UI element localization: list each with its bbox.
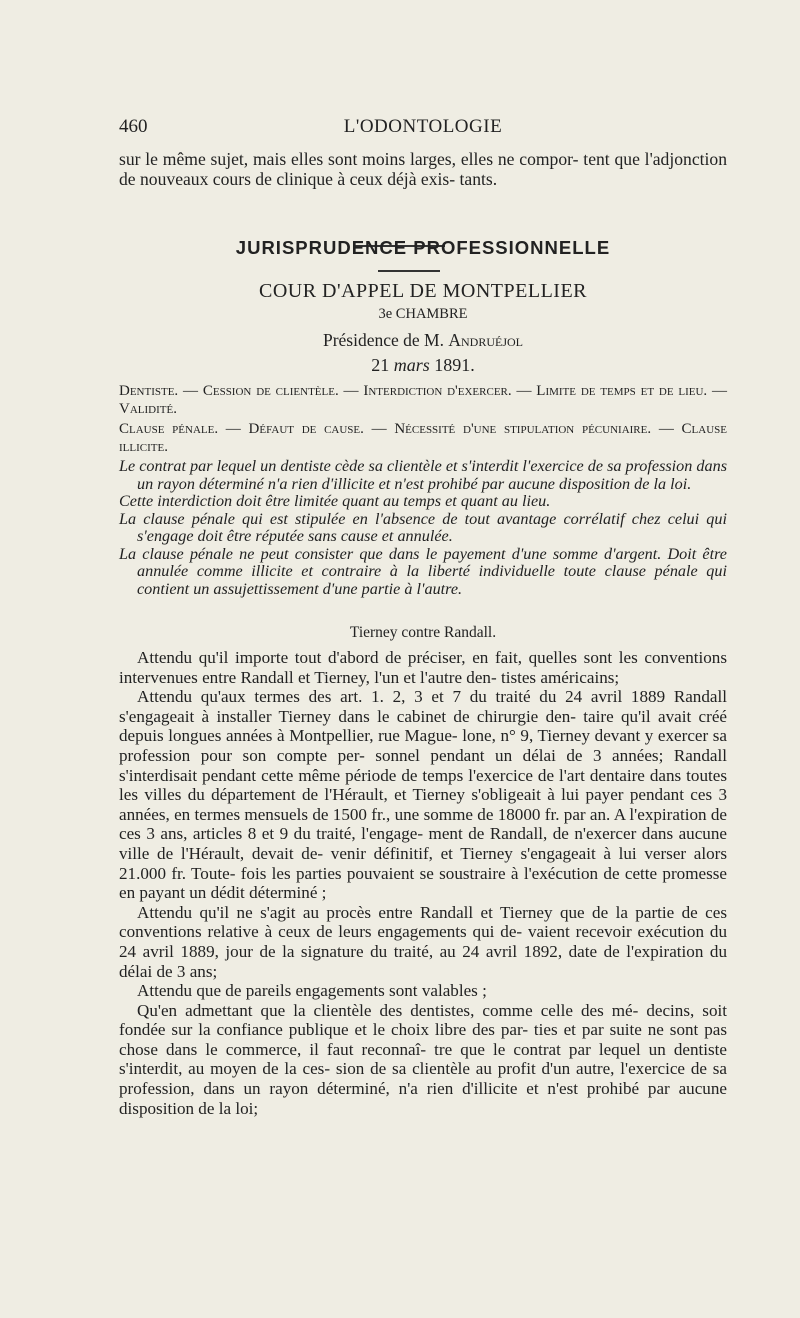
date-month: mars — [393, 355, 430, 375]
chambre: 3e CHAMBRE — [378, 306, 468, 322]
keywords-block — [119, 382, 727, 458]
section-rule-bottom — [378, 270, 440, 272]
presidence-line — [119, 330, 727, 351]
body-text — [119, 648, 727, 1118]
running-header — [119, 116, 727, 142]
summary-block — [119, 458, 727, 598]
keywords-line: Dentiste. — Cession de clientèle. — Interdiction d'exercer. — Limite de temps et de lieu. — Validité. — [119, 383, 727, 417]
date-year: 1891. — [434, 355, 475, 375]
keywords-line: Clause pénale. — Défaut de cause. — Nécessité d'une stipulation pécuniaire. — Clause illicite. — [119, 421, 727, 455]
summary-item: Le contrat par lequel un dentiste cède sa clientèle et s'interdit l'exercice de sa profession dans un rayon déterminé n'a rien d'illicite et n'est prohibé par aucune disposition de la loi. — [119, 457, 727, 493]
intro-text: sur le même sujet, mais elles sont moins larges, elles ne compor- tent que l'adjonction de nouveaux cours de clinique à ceux déjà exis- tants. — [119, 149, 727, 189]
date-day: 21 — [371, 355, 390, 375]
court-heading — [119, 280, 727, 303]
body-paragraph: Attendu qu'aux termes des art. 1. 2, 3 et 7 du traité du 24 avril 1889 Randall s'engageait à installer Tierney dans le cabinet de chirurgie den- taire qu'il avait créé depuis longues années à Montpellier, rue Mague- lone, n° 9, Tierney devant y exercer sa profession pour son compte per- sonnel pendant un délai de 3 années; Randall s'interdisait pendant cette même période de temps l'exercice de l'art dentaire dans toutes les villes du département de l'Hérault, et Tierney s'obligeait à lui payer pendant ces 3 années, en termes mensuels de 1500 fr., une somme de 18000 fr. par an. A l'expiration de ces 3 ans, articles 8 et 9 du traité, l'engage- ment de Randall, de n'exercer dans aucune ville de l'Hérault, devait de- venir définitif, et Tierney s'engageait à lui verser alors 21.000 fr. Toute- fois les parties pouvaient se soustraire à l'exécution de cette promesse en payant un dédit déterminé ; — [119, 687, 727, 903]
parties-line — [119, 624, 727, 642]
summary-item: Cette interdiction doit être limitée quant au temps et quant au lieu. — [119, 492, 551, 510]
page-number: 460 — [119, 116, 148, 137]
body-paragraph: Qu'en admettant que la clientèle des dentistes, comme celle des mé- decins, soit fondée sur la confiance publique et le choix libre des par- ties et par suite ne sont pas chose dans le commerce, il faut reconnaî- tre que le contrat par lequel un dentiste s'interdit, au moyen de la ces- sion de sa clientèle au profit d'un autre, l'exercice de sa profession, dans un rayon déterminé, n'a rien d'illicite et n'est prohibé par aucune disposition de la loi; — [119, 1000, 727, 1118]
president-name: Andruéjol — [448, 330, 524, 350]
body-paragraph: Attendu que de pareils engagements sont valables ; — [137, 981, 487, 1001]
body-paragraph: Attendu qu'il importe tout d'abord de préciser, en fait, quelles sont les conventions intervenues entre Randall et Tierney, l'un et l'autre den- tistes américains; — [119, 648, 727, 687]
parties: Tierney contre Randall. — [349, 624, 497, 641]
intro-paragraph — [119, 150, 727, 189]
decision-date — [119, 355, 727, 376]
presidence-prefix: Présidence de M. — [322, 330, 444, 350]
court-name: COUR D'APPEL DE MONTPELLIER — [258, 280, 588, 302]
journal-title: L'ODONTOLOGIE — [343, 116, 503, 137]
section-title: JURISPRUDENCE PROFESSIONNELLE — [235, 237, 611, 258]
summary-item: La clause pénale qui est stipulée en l'absence de tout avantage corrélatif chez celui qui s'engage doit être réputée sans cause et annulée. — [119, 509, 727, 545]
body-paragraph: Attendu qu'il ne s'agit au procès entre Randall et Tierney que de la partie de ces conventions relative à ceux de leurs engagements qui de- vaient recevoir exécution du 24 avril 1889, jour de la signature du traité, au 24 avril 1892, date de l'expiration du délai de 3 ans; — [119, 902, 727, 981]
summary-item: La clause pénale ne peut consister que dans le payement d'une somme d'argent. Doit être annulée comme illicite et contraire à la liberté individuelle toute clause pénale qui contient un assujettissement d'une partie à l'autre. — [119, 544, 727, 598]
chambre-line — [119, 306, 727, 323]
